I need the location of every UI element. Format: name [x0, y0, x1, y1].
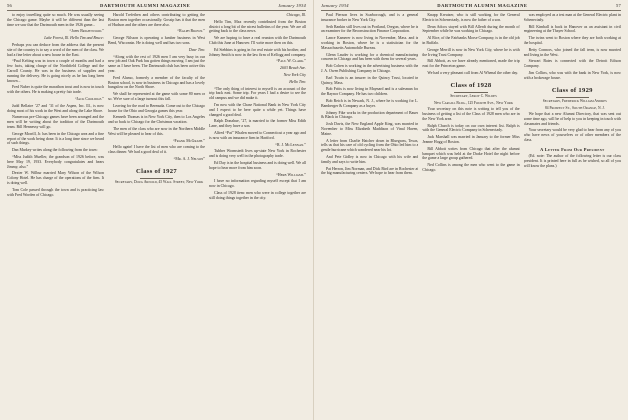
- class-address: 84 Prospect St., South Orange, N. J.: [544, 105, 605, 110]
- signature: “R. J. McLennan.”: [275, 142, 306, 147]
- paragraph: Hello again! I have the list of men who are coming to the class dinner. We had a good deal of it.: [108, 145, 205, 155]
- paragraph: Seth Rankin still lives out in Portland, Oregon, where he is an examiner for the Reconstruction Finance Corporation.: [321, 24, 419, 34]
- paragraph: Dean Adcox stayed with Bill Allerdt during the month of September while he was working in Chicago.: [422, 24, 520, 34]
- paragraph: Your secretary on this note is writing to tell you of the business of getting a list of the Class of 1928 men who are in the New York area.: [422, 107, 520, 121]
- paragraph: Ed Day is in the hospital business and is doing well. We all hope to hear more from him soon.: [209, 160, 306, 170]
- paragraph: Fred Nuber is quite the marathon trout and is now in touch with the others. He is making a pretty fair trade.: [7, 85, 104, 95]
- heading-rule: [454, 92, 487, 93]
- paragraph: Numerous pre-Chicago games have been arranged and the men will be writing about the tradition of the Dartmouth team. Bill Hennessy will go.: [7, 115, 104, 129]
- paragraph: (Ed. note: The author of the following letter is our class president. It is printed here in full as he wished, so all of you will know the plans.): [523, 154, 621, 168]
- paragraph: Alfred “Pat” Whalen moved to Connecticut a year ago and is now with an insurance firm in Hartford.: [209, 130, 306, 140]
- signature: “John Brightwood.”: [69, 29, 104, 34]
- paragraph: “Along with the rest of 1926 men I am very busy in our new job and Oak Park has gotten things moving. I am just the same as I have been. The Dartmouth club has been active this year.: [108, 54, 205, 73]
- paragraph: Ned Collins is among the men who went to the game in Chicago.: [422, 163, 520, 172]
- paragraph: Fred Alamo, formerly a member of the faculty of the Boston school, is now in business in Chicago and has a lovely bungalow on the North Shore.: [108, 75, 205, 90]
- paragraph: A letter from Charlie Hatcher down in Bluegrass, Texas, tells us that his care of old cycling from the Ohio led him to a gentle hurricane which wandered near his lot.: [321, 138, 419, 153]
- paragraph: George Morrill, Jr. has been in the Chicago area and a fine report of the work being done. It is a long time since we heard of such things.: [7, 131, 104, 146]
- address-line: New York City: [283, 72, 306, 77]
- paragraph: We are hoping to have a real reunion with the Dartmouth Club this June at Hanover. I'll write more then on this.: [209, 36, 306, 45]
- paragraph: Kenneth Thomas is in New York City, then to Los Angeles and so back to Chicago for the Christmas vacation.: [108, 115, 205, 125]
- paragraph: “Paul Kelting was in town a couple of months and had a few facts, taking charge of the Northfield College and the Carroll County. He was in the business of supplies and running the delivery. He is going nicely as he has long been known...: [7, 59, 104, 83]
- class-heading-1927: Class of 1927: [136, 167, 177, 175]
- paragraph: Dexter W. Wilbur married Mary Wilson of the Wilson Colony Hotel. He has charge of the operations of the firm. It is doing well.: [7, 171, 104, 185]
- section-heading: A Letter From Our President: [540, 146, 605, 152]
- signature: “Paul W. Clark.”: [276, 59, 306, 64]
- paragraph: “The only thing of interest to myself is an account of the trip back east. Some trip. For years I had a desire to see the old campus and we did make it.: [209, 86, 306, 101]
- issue-date: January 1934: [278, 3, 306, 8]
- paragraph: We hope that a new Alumni Directory, that was sent out some time ago, will be of help to you in keeping in touch with classmates and friends.: [523, 111, 621, 126]
- paragraph: Ralph Church is today on our own interest list. Ralph is with the General Electric Company in Schenectady.: [422, 123, 520, 133]
- class-address: New Cargill Bldg., 125 Fourth Ave., New York: [433, 100, 514, 105]
- paragraph: Knapp Kreutzer, who is still working for the General Electric in Schenectady, is now the father of a son.: [422, 13, 520, 22]
- paragraph: Bob Cohen is working in the advertising business with the J. A. Owen Publishing Company in Chicago.: [321, 64, 419, 73]
- paragraph: Perhaps you can deduce from the address that the present site of the country is to say a word of the men of the class. We had a fine letter about a new house in the East.: [7, 42, 104, 57]
- paragraph: Earl Twain is an insurer in the Quincy Trust, located in Quincy, Mass.: [321, 75, 419, 85]
- paragraph: Lance Kamerer is now living in November, Mass. and is working in Boston, where he is a statistician for the Massachusetts Automobile Bureau.: [321, 36, 419, 50]
- paragraph: Jack Marshall was married in January to the former Miss Jeanne Hogg of Boston.: [422, 135, 520, 144]
- paragraph: We shall be represented at the game with some 80 men or so. We're sure of a large turnout this fall.: [108, 92, 205, 101]
- right-page: [314, 0, 628, 420]
- heading-rule: [140, 178, 173, 179]
- class-secretary: Secretary, Frederick William Andres: [542, 99, 607, 104]
- paragraph: Bill Kimball is back in Hanover as an assistant in civil engineering at the Thayer School.: [523, 24, 621, 34]
- column-1: [7, 13, 104, 419]
- paragraph: The men of the class who are now in the Northern Middle West will be pleased to hear of this.: [108, 126, 205, 136]
- paragraph: We had a very pleasant call from Al Whenal the other day.: [427, 70, 519, 75]
- signature: “Mr. A. J. Nelson”: [173, 156, 205, 161]
- page-number: 56: [7, 3, 12, 8]
- paragraph: George Merrill is now in New York City, where he is with the Irving Trust Company.: [422, 47, 520, 57]
- column-2: [422, 13, 519, 419]
- column-3: [524, 13, 621, 419]
- paragraph: Tubber Wormstedt lives up-state New York in Rochester and is doing very well in the photography trade.: [209, 149, 306, 159]
- paragraph: Stewart Bates is connected with the Detroit Edison Company.: [523, 59, 621, 69]
- paragraph: George Nilsson is operating a lumber business in West Bend, Wisconsin. He is doing well and has two sons.: [108, 36, 205, 45]
- signature: “Ralph Brown.”: [177, 29, 205, 34]
- signature: “Jack Coolidge.”: [74, 96, 104, 101]
- paragraph: “Miss Judith Mueller, the grandson of 1926 before, was here May 19, 1933. Everybody congratulates and hears Jimmy, also.”: [7, 154, 104, 169]
- paragraph: Judd Bellaire ’27 and ’31 of the Aspen, Inc. Ill., is now doing most of his work in the West and along the Lake Shore.: [7, 103, 104, 113]
- paragraph: I have no information regarding myself except that I am now in Chicago.: [209, 179, 306, 189]
- paragraph: Bill Abbott, as we have already mentioned, made the trip east for the Princeton game.: [422, 59, 520, 69]
- paragraph: Bill Abbott writes from Chicago that after the alumni banquet which was held at the Drake Hotel the night before the game a large group gathered.: [422, 146, 520, 161]
- dateline: Lake Forest, Ill. Hello Tim and Bruce:: [44, 36, 104, 41]
- dateline: Chicago, Ill.: [286, 13, 306, 17]
- paragraph: The twins went to Boston where they are both working at the hospital.: [523, 36, 621, 45]
- column-3: [209, 13, 306, 419]
- paragraph: was employed as a test man at the General Electric plant in Schenectady.: [523, 13, 621, 22]
- paragraph: Al Rice, of the Fairbanks Morse Company, is in the old job in Buffalo.: [422, 36, 520, 45]
- signature: “Herb Williams.”: [276, 172, 306, 177]
- right-page-header: [321, 3, 621, 11]
- paragraph: And Pete Gidley is now in Chicago with his wife and family and says to write him.: [321, 154, 419, 164]
- left-page-header: [7, 3, 306, 11]
- salutation: Hello Tim:: [289, 79, 306, 84]
- paragraph: I'm now with the Chase National Bank in New York City and I expect to be here quite a while yet. Things have changed a good deal.: [209, 102, 306, 117]
- column-2: [108, 13, 205, 419]
- address-line: 2603 Beach Ave.: [280, 66, 306, 71]
- column-1: [321, 13, 418, 419]
- paragraph: to enjoy travelling quite so much. He was usually seeing the Chicago game. Maybe it will be different than the last time we saw that the Dartmouth men in the 1926 game...: [7, 13, 104, 27]
- heading-rule: [556, 97, 589, 98]
- issue-date: January 1934: [321, 3, 349, 8]
- right-columns: [321, 13, 621, 419]
- paragraph: Hello Tim, Max recently contributed from the Boston district a long bit of the nicest bulletins of the year. We are all getting back to the class news.: [209, 19, 306, 34]
- paragraph: Paul Pierson lives in Scarborough, and is a general insurance broker in New York City.: [321, 13, 419, 22]
- class-heading-1928: Class of 1928: [450, 81, 492, 89]
- paragraph: Class of 1928 item: men who were in college together are still doing things together in the city.: [209, 190, 306, 200]
- paragraph: Betty Connors, who joined the fall term, is now married and living in the West.: [523, 47, 621, 57]
- paragraph: Jim Collins, who was with the bank in New York, is now with a brokerage house.: [523, 70, 621, 80]
- page-number: 57: [615, 3, 621, 8]
- paragraph: Ralph Donahue, ’27, is married to the former Miss Edith Lane, and they have a son.: [209, 119, 306, 129]
- paragraph: Dan Markey writes along the following from the town:: [12, 148, 98, 153]
- paragraph: Josh Davis, the New England Apple King, was married in November to Miss Elizabeth Maddison of Vinal Haven, Maine.: [321, 122, 419, 136]
- paragraph: Ed Stebbins is going in for real estate with his brother, and Johnny Smith is now in the law firm of Kellogg and company.: [209, 47, 306, 57]
- salutation: Dear Tim:: [188, 47, 205, 52]
- class-heading-1929: Class of 1929: [551, 86, 593, 94]
- paragraph: Johnny Fike works in the production department of Bauer & Black in Chicago.: [321, 110, 419, 120]
- magazine-title: DARTMOUTH ALUMNI MAGAZINE: [100, 3, 191, 8]
- paragraph: Leaving for the road to Bermuda. Come out to the Chicago house for the Ohio and Georgia games this year.: [108, 103, 205, 113]
- signature: “Frank McGrath.”: [172, 138, 205, 143]
- paragraph: Bob Fritts is now living in Maynard and is a salesman for the Raynor Company. He has two children.: [321, 87, 419, 97]
- class-secretary: Secretary, Doug Arnold, 45 Wall Street, New York: [114, 180, 204, 185]
- magazine-title: DARTMOUTH ALUMNI MAGAZINE: [437, 3, 528, 8]
- paragraph: Your secretary would be very glad to hear from any of you who have news of yourselves or of other members of the class.: [523, 128, 621, 142]
- paragraph: Tom Cole passed through the town and is practicing law with Fred Worden of Chicago.: [7, 187, 104, 197]
- class-secretary: Secretary, Leroy C. Wildes: [450, 94, 497, 99]
- paragraph: Harold Trefethen and others contributing to getting the Boston men together occasionally. Gossip has it that the men of Hudson and the others are there also.: [108, 13, 205, 27]
- paragraph: Pat Herron, Jim Norman, and Dick Bird are in Rochester at the big manufacturing centers. We hope to hear from them.: [321, 166, 419, 176]
- paragraph: Glenn Lauder is working for a chemical manufacturing concern in Chicago and has been with them for several years.: [321, 52, 419, 62]
- paragraph: Bob Reich is in Newark, N. J., where he is working for L. Bamberger & Company as a buyer.: [321, 98, 419, 108]
- left-columns: [7, 13, 306, 419]
